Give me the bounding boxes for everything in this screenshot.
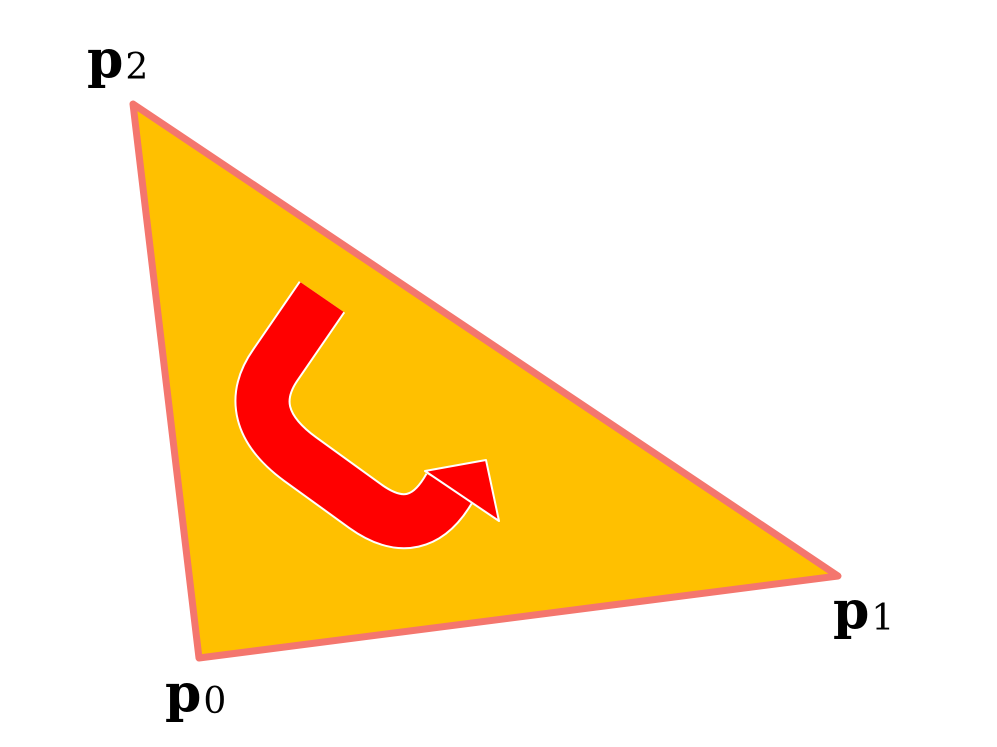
vertex-label-p1 <box>833 580 895 641</box>
vertex-subscript: 0 <box>203 681 227 722</box>
vertex-label-p0 <box>165 663 227 724</box>
vertex-label-p2 <box>87 29 149 90</box>
vertex-subscript: 1 <box>871 598 895 639</box>
vertex-letter: p <box>833 580 870 641</box>
vertex-letter: p <box>87 29 124 90</box>
vertex-subscript: 2 <box>125 47 149 88</box>
vertex-letter: p <box>165 663 202 724</box>
